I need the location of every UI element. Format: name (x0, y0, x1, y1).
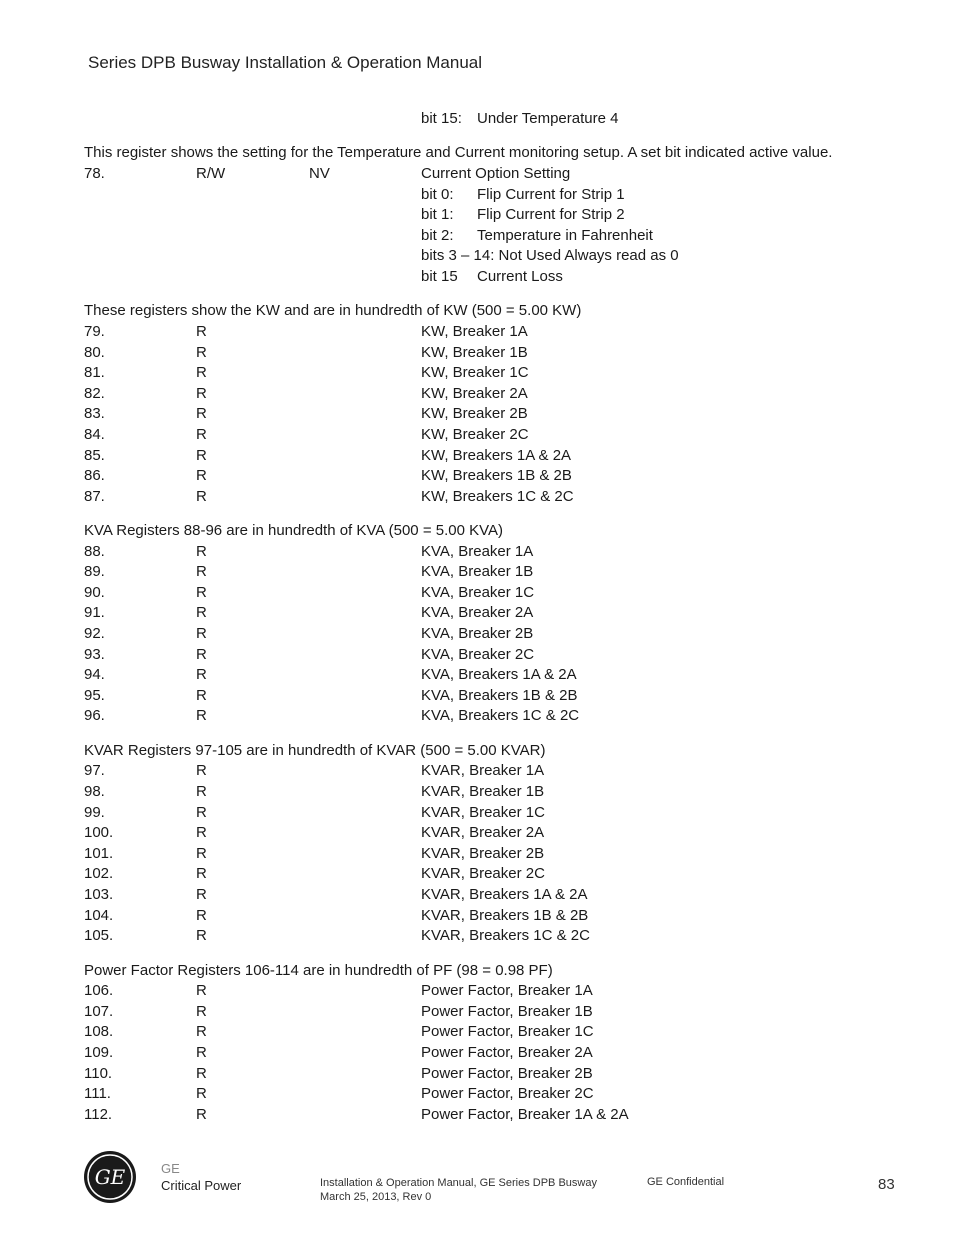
section-intro-kw: These registers show the KW and are in hundredth of KW (500 = 5.00 KW) (84, 302, 582, 320)
register-number: 90. (84, 583, 105, 601)
register-row (84, 466, 914, 487)
bit-line (84, 109, 914, 130)
bit-line (84, 267, 914, 288)
bit-line (84, 226, 914, 247)
register-row (84, 926, 914, 947)
register-number: 107. (84, 1002, 114, 1020)
register-number: 81. (84, 364, 105, 382)
register-number: 80. (84, 343, 105, 361)
kvar-register-list (84, 761, 914, 946)
register-row (84, 864, 914, 885)
register-access: R (196, 1105, 207, 1123)
register-row (84, 981, 914, 1002)
register-description: Power Factor, Breaker 1C (421, 1023, 594, 1041)
section-intro-pf: Power Factor Registers 106-114 are in hundredth of PF (98 = 0.98 PF) (84, 961, 553, 979)
register-row (84, 1022, 914, 1043)
register-number: 91. (84, 604, 105, 622)
bit-range-text: bits 3 – 14: Not Used Always read as 0 (421, 247, 679, 265)
register-number: 95. (84, 686, 105, 704)
register-row (84, 1105, 914, 1126)
register-number: 99. (84, 803, 105, 821)
bit-line (84, 205, 914, 226)
register-access: R (196, 364, 207, 382)
register-access: R (196, 604, 207, 622)
register-access: R (196, 425, 207, 443)
register-access: R (196, 865, 207, 883)
register-description: KVA, Breaker 1B (421, 563, 534, 581)
register-access: R (196, 487, 207, 505)
register-description: KW, Breaker 2B (421, 405, 528, 423)
register-access: R (196, 1043, 207, 1061)
register-number: 78. (84, 164, 105, 182)
register-access: R (196, 467, 207, 485)
register-description: Power Factor, Breaker 2A (421, 1043, 593, 1061)
bit-text: Temperature in Fahrenheit (477, 226, 653, 244)
register-number: 106. (84, 982, 114, 1000)
section-intro-kvar: KVAR Registers 97-105 are in hundredth of KVAR (500 = 5.00 KVAR) (84, 741, 546, 759)
section-intro-temp: This register shows the setting for the Temperature and Current monitoring setup. A set bit indicated active value. (84, 144, 833, 162)
register-description: Power Factor, Breaker 2B (421, 1064, 593, 1082)
register-description: Power Factor, Breaker 1B (421, 1002, 593, 1020)
register-number: 110. (84, 1064, 113, 1082)
footer-company (161, 1160, 241, 1194)
kw-register-list (84, 322, 914, 507)
register-row (84, 844, 914, 865)
register-row (84, 164, 914, 185)
register-access: R (196, 927, 207, 945)
register-description: KVAR, Breaker 2A (421, 824, 545, 842)
register-row (84, 446, 914, 467)
bit-line (84, 246, 914, 267)
register-description: KVAR, Breakers 1B & 2B (421, 906, 589, 924)
register-row (84, 542, 914, 563)
register-access: R (196, 542, 207, 560)
register-access: R (196, 446, 207, 464)
page-header-title: Series DPB Busway Installation & Operation Manual (88, 53, 483, 72)
register-row (84, 885, 914, 906)
register-description: KVA, Breakers 1A & 2A (421, 666, 577, 684)
register-number: 101. (84, 844, 114, 862)
register-number: 103. (84, 885, 114, 903)
register-row (84, 1002, 914, 1023)
register-number: 94. (84, 666, 105, 684)
register-description: KW, Breakers 1C & 2C (421, 487, 574, 505)
register-number: 112. (84, 1105, 113, 1123)
register-description: Power Factor, Breaker 1A (421, 982, 593, 1000)
register-row (84, 803, 914, 824)
register-access: R (196, 824, 207, 842)
register-description: KW, Breakers 1B & 2B (421, 467, 572, 485)
register-number: 109. (84, 1043, 114, 1061)
register-row (84, 384, 914, 405)
footer-company-name: Critical Power (161, 1178, 242, 1193)
footer-manual-title: Installation & Operation Manual, GE Series DPB Busway (320, 1177, 597, 1189)
register-row (84, 603, 914, 624)
register-description: KVA, Breaker 1C (421, 583, 535, 601)
register-row (84, 1043, 914, 1064)
bit-label: bit 15: (421, 110, 462, 127)
register-row (84, 686, 914, 707)
register-row (84, 404, 914, 425)
footer-manual-info (320, 1176, 597, 1204)
register-access: R (196, 645, 207, 663)
register-access: R/W (196, 164, 226, 182)
register-description: Power Factor, Breaker 1A & 2A (421, 1105, 629, 1123)
register-number: 93. (84, 645, 105, 663)
register-access: R (196, 686, 207, 704)
register-row (84, 363, 914, 384)
register-access: R (196, 803, 207, 821)
register-description: KVAR, Breaker 1C (421, 803, 545, 821)
register-number: 97. (84, 762, 105, 780)
section-intro-kva: KVA Registers 88-96 are in hundredth of KVA (500 = 5.00 KVA) (84, 522, 504, 540)
register-access: R (196, 583, 207, 601)
register-number: 105. (84, 927, 114, 945)
register-description: KVA, Breaker 2C (421, 645, 535, 663)
register-row (84, 1064, 914, 1085)
bit-text: Flip Current for Strip 2 (477, 206, 625, 224)
register-number: 79. (84, 322, 105, 340)
register-row (84, 624, 914, 645)
register-description: KW, Breaker 1B (421, 343, 528, 361)
register-number: 111. (84, 1085, 111, 1103)
register-row (84, 782, 914, 803)
register-number: 100. (84, 824, 114, 842)
register-description: KW, Breaker 2A (421, 384, 528, 402)
register-description: KVA, Breakers 1C & 2C (421, 707, 580, 725)
register-row (84, 706, 914, 727)
register-access: R (196, 1085, 207, 1103)
footer-manual-date: March 25, 2013, Rev 0 (320, 1191, 432, 1203)
register-description: KVAR, Breaker 2C (421, 865, 545, 883)
register-access: R (196, 982, 207, 1000)
register-row (84, 425, 914, 446)
pf-register-list (84, 981, 914, 1125)
register-number: 98. (84, 783, 105, 800)
register-access: R (196, 405, 207, 423)
bit-label: bit 2: (421, 226, 454, 244)
register-number: 102. (84, 865, 114, 883)
bit-label: bit 0: (421, 185, 454, 203)
register-number: 85. (84, 446, 105, 464)
register-description: KVA, Breaker 2A (421, 604, 534, 622)
register-access: R (196, 762, 207, 780)
bit-label: bit 1: (421, 206, 454, 224)
register-row (84, 761, 914, 782)
bit-line (84, 185, 914, 206)
register-row (84, 823, 914, 844)
register-description: Power Factor, Breaker 2C (421, 1085, 594, 1103)
register-number: 92. (84, 625, 105, 643)
register-row (84, 1084, 914, 1105)
register-description: KW, Breaker 1C (421, 364, 529, 382)
register-access: R (196, 844, 207, 862)
register-description: KVAR, Breaker 1B (421, 783, 545, 800)
register-number: 104. (84, 906, 114, 924)
register-number: 83. (84, 405, 105, 423)
register-access: R (196, 1023, 207, 1041)
register-number: 82. (84, 384, 105, 402)
register-row (84, 487, 914, 508)
register-access: R (196, 906, 207, 924)
register-description: KW, Breaker 1A (421, 322, 528, 340)
register-number: 96. (84, 707, 105, 725)
register-number: 88. (84, 542, 105, 560)
register-description: Current Option Setting (421, 164, 571, 182)
register-number: 84. (84, 425, 105, 443)
register-access: R (196, 885, 207, 903)
register-access: R (196, 322, 207, 340)
register-number: 87. (84, 487, 105, 505)
register-description: KVAR, Breakers 1C & 2C (421, 927, 590, 945)
register-access: R (196, 783, 207, 800)
register-access: R (196, 625, 207, 643)
register-description: KW, Breaker 2C (421, 425, 529, 443)
register-description: KW, Breakers 1A & 2A (421, 446, 572, 464)
register-access: R (196, 707, 207, 725)
register-row (84, 583, 914, 604)
register-access: R (196, 666, 207, 684)
bit-text: Current Loss (477, 267, 563, 285)
register-number: 89. (84, 563, 105, 581)
ge-logo-icon (83, 1150, 137, 1204)
register-access: R (196, 1002, 207, 1020)
register-description: KVA, Breaker 1A (421, 542, 534, 560)
register-row (84, 343, 914, 364)
register-description: KVAR, Breakers 1A & 2A (421, 885, 588, 903)
register-description: KVAR, Breaker 2B (421, 844, 545, 862)
register-row (84, 665, 914, 686)
register-description: KVA, Breakers 1B & 2B (421, 686, 578, 704)
page-number: 83 (878, 1176, 895, 1193)
register-access: R (196, 343, 207, 361)
register-row (84, 645, 914, 666)
register-number: 108. (84, 1023, 114, 1041)
register-row (84, 562, 914, 583)
bit-label: bit 15 (421, 267, 458, 285)
bit-text: Under Temperature 4 (477, 110, 619, 127)
register-nv: NV (309, 164, 330, 182)
bit-text: Flip Current for Strip 1 (477, 185, 625, 203)
register-description: KVAR, Breaker 1A (421, 762, 545, 780)
register-access: R (196, 384, 207, 402)
ge-logo-text: GE (94, 1165, 126, 1189)
kva-register-list (84, 542, 914, 727)
register-access: R (196, 1064, 207, 1082)
register-number: 86. (84, 467, 105, 485)
footer-confidential: GE Confidential (647, 1176, 725, 1188)
register-access: R (196, 563, 207, 581)
register-row (84, 906, 914, 927)
register-row (84, 322, 914, 343)
footer-company-ge: GE (161, 1161, 180, 1176)
register-description: KVA, Breaker 2B (421, 625, 534, 643)
register-content (84, 109, 914, 1125)
